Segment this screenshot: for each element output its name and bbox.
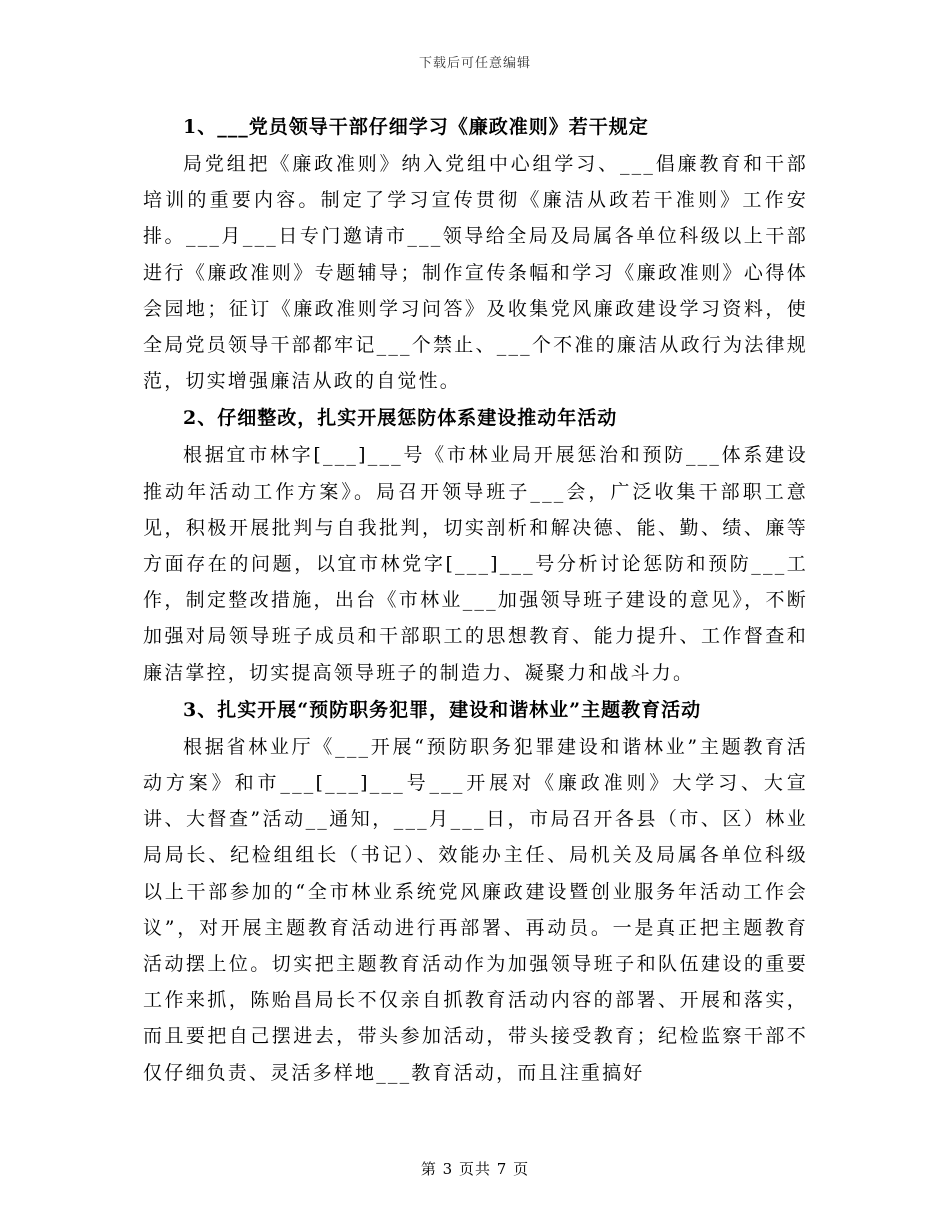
- section-heading: 1、___党员领导干部仔细学习《廉政准则》若干规定: [183, 116, 649, 138]
- section-3: [143, 691, 808, 1091]
- section-heading: 3、扎实开展“预防职务犯罪，建设和谐林业”主题教育活动: [183, 698, 702, 721]
- header-note: 下载后可任意编辑: [418, 56, 531, 71]
- document-body: [143, 108, 808, 1091]
- section-paragraph: 根据省林业厅《___开展“预防职务犯罪建设和谐林业”主题教育活动方案》和市___[___]___号___开展对《廉政准则》大学习、大宣讲、大督查”活动__通知，___月___日，市局召开各县（市、区）林业局局长、纪检组组长（书记）、效能办主任、局机关及局属各单位科级以上干部参加的“全市林业系统党风廉政建设暨创业服务年活动工作会议”，对开展主题教育活动进行再部署、再动员。一是真正把主题教育活动摆上位。切实把主题教育活动作为加强领导班子和队伍建设的重要工作来抓，陈贻昌局长不仅亲自抓教育活动内容的部署、开展和落实，而且要把自己摆进去，带头参加活动，带头接受教育；纪检监察干部不仅仔细负责、灵活多样地___教育活动，而且注重搞好: [143, 735, 808, 1084]
- section-paragraph: 局党组把《廉政准则》纳入党组中心组学习、___倡廉教育和干部培训的重要内容。制定了学习宣传贯彻《廉洁从政若干准则》工作安排。___月___日专门邀请市___领导给全局及局属各单位科级以上干部进行《廉政准则》专题辅导；制作宣传条幅和学习《廉政准则》心得体会园地；征订《廉政准则学习问答》及收集党风廉政建设学习资料，使全局党员领导干部都牢记___个禁止、___个不准的廉洁从政行为法律规范，切实增强廉洁从政的自觉性。: [143, 153, 808, 393]
- section-heading: 2、仔细整改，扎实开展惩防体系建设推动年活动: [183, 407, 618, 430]
- section-1: [143, 108, 808, 399]
- section-2: [143, 399, 808, 690]
- section-paragraph: 根据宜市林字[___]___号《市林业局开展惩治和预防___体系建设推动年活动工作方案》。局召开领导班子___会，广泛收集干部职工意见，积极开展批判与自我批判，切实剖析和解决德、能、勤、绩、廉等方面存在的问题，以宜市林党字[___]___号分析讨论惩防和预防___工作，制定整改措施，出台《市林业___加强领导班子建设的意见》，不断加强对局领导班子成员和干部职工的思想教育、能力提升、工作督查和廉洁掌控，切实提高领导班子的制造力、凝聚力和战斗力。: [143, 444, 808, 684]
- page-number-footer: 第 3 页共 7 页: [420, 1160, 530, 1178]
